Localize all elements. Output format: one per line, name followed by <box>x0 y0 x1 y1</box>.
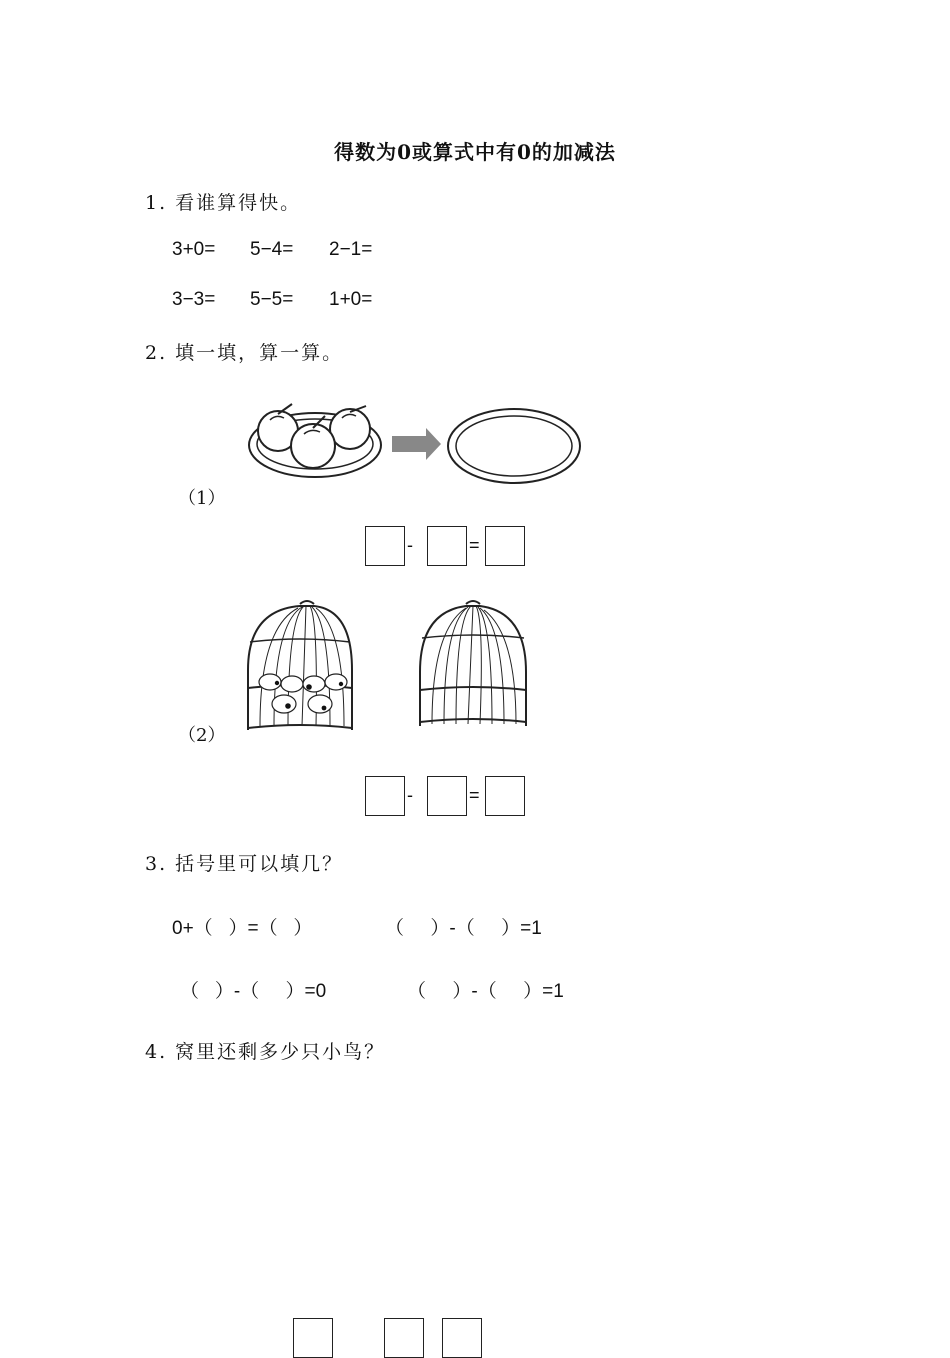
minus-sign: - <box>407 785 413 805</box>
answer-box[interactable] <box>427 526 467 566</box>
answer-box[interactable] <box>365 776 405 816</box>
q3-blank-equation: （ ）-（ ）=0 <box>180 981 327 1002</box>
equals-sign: = <box>469 785 480 805</box>
q1-problem: 3+0= <box>172 239 216 260</box>
q3-blank-equation: 0+（ ）=（ ） <box>172 918 313 939</box>
answer-box[interactable] <box>293 1318 333 1358</box>
answer-box[interactable] <box>427 776 467 816</box>
q1-problem: 5−5= <box>250 289 294 310</box>
q3-blank-equation: （ ）-（ ）=1 <box>385 918 542 939</box>
question-4-heading: 4. 窝里还剩多少只小鸟？ <box>145 1041 386 1063</box>
answer-box[interactable] <box>442 1318 482 1358</box>
q1-problem: 5−4= <box>250 239 294 260</box>
q1-problem: 2−1= <box>329 239 373 260</box>
apples-plate-illustration <box>240 398 590 493</box>
answer-box[interactable] <box>384 1318 424 1358</box>
part-2-label: （2） <box>178 725 226 746</box>
part-1-label: （1） <box>178 488 226 509</box>
q1-problem: 3−3= <box>172 289 216 310</box>
minus-sign: - <box>407 535 413 555</box>
answer-box[interactable] <box>485 776 525 816</box>
q3-blank-equation: （ ）-（ ）=1 <box>407 981 564 1002</box>
answer-box[interactable] <box>485 526 525 566</box>
question-1-heading: 1. 看谁算得快。 <box>145 192 302 214</box>
question-2-heading: 2. 填一填，算一算。 <box>145 342 344 364</box>
birdcage-illustration <box>240 598 540 738</box>
answer-box[interactable] <box>365 526 405 566</box>
equals-sign: = <box>469 535 480 555</box>
q1-problem: 1+0= <box>329 289 373 310</box>
worksheet-title: 得数为0或算式中有0的加减法 <box>334 140 616 164</box>
question-3-heading: 3. 括号里可以填几？ <box>145 853 344 875</box>
